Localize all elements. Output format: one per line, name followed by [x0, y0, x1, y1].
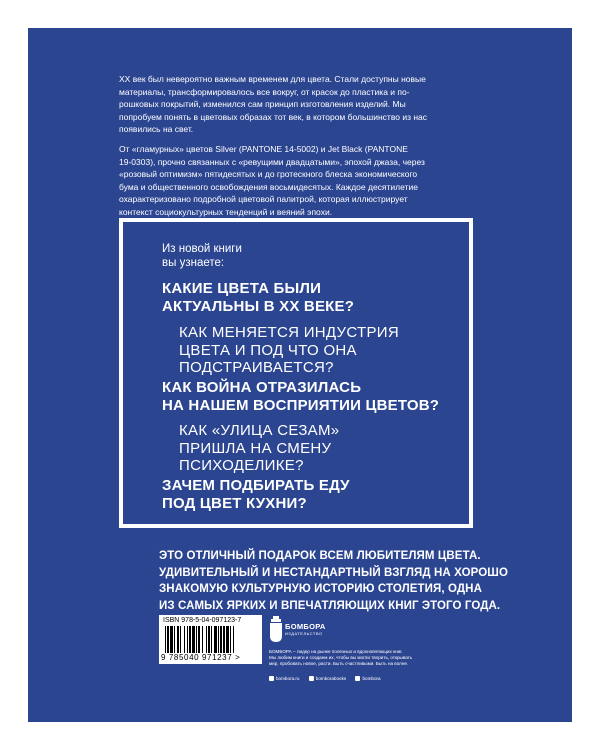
box-lead: [162, 242, 242, 270]
social-link[interactable]: bombora.ru: [276, 676, 300, 681]
question-line: ПСИХОДЕЛИКЕ?: [179, 457, 304, 474]
isbn-barcode: [159, 615, 262, 664]
publisher-desc-line: БОМБОРА – лидер на рынке полезных и вдохновляющих книг.: [269, 649, 403, 654]
bomb-logo-icon: [269, 616, 283, 642]
question-line: ЦВЕТА И ПОД ЧТО ОНА: [179, 341, 357, 359]
barcode-bars: [165, 626, 257, 653]
intro-line: 19-0303), прочно связанных с «ревущими двадцатыми», эпохой джаза, через: [119, 156, 425, 167]
gift-line: ЭТО ОТЛИЧНЫЙ ПОДАРОК ВСЕМ ЛЮБИТЕЛЯМ ЦВЕТА.: [159, 550, 481, 562]
intro-text: [119, 73, 477, 226]
publisher-name: БОМБОРА: [285, 622, 326, 631]
box-lead-line: вы узнаете:: [162, 257, 225, 269]
intro-line: попробуем понять в цветовых образах тот век, в котором большинство из нас: [119, 111, 428, 122]
questions-box: [119, 218, 473, 528]
question-3: [162, 379, 439, 415]
publisher-socials: [269, 676, 381, 681]
question-4: [179, 422, 339, 475]
question-line: ПРИШЛА НА СМЕНУ: [179, 439, 332, 457]
book-back-cover: [28, 28, 572, 722]
website-icon: [269, 676, 274, 681]
intro-line: XX век был невероятно важным временем для цвета. Стали доступны новые: [119, 74, 426, 84]
question-line: ПОДСТРАИВАЕТСЯ?: [179, 359, 334, 376]
intro-line: «розовый оптимизм» пятидесятых и до гротескного блеска экономического: [119, 169, 418, 180]
intro-line: материалы, трансформировалось все вокруг, от красок до пластика и по-: [119, 86, 410, 97]
publisher-logo: [269, 616, 329, 646]
intro-line: контекст социокультурных тенденций и веяний эпохи.: [119, 206, 333, 217]
question-line: АКТУАЛЬНЫ В XX ВЕКЕ?: [162, 298, 355, 315]
isbn-number: ISBN 978-5-04-097123-7: [163, 617, 242, 624]
intro-line: охарактеризовано подробной цветовой палитрой, которая иллюстрирует: [119, 194, 408, 205]
publisher-description: [269, 649, 439, 667]
publisher-desc-line: мир, пробовать новое, расти. Быть счастливыми. Быть на волне.: [269, 661, 409, 666]
question-line: КАК «УЛИЦА СЕЗАМ»: [179, 422, 340, 439]
question-5: [162, 477, 350, 513]
social-icon: [309, 676, 314, 681]
social-link[interactable]: bombora: [362, 676, 381, 681]
question-line: КАК МЕНЯЕТСЯ ИНДУСТРИЯ: [179, 324, 399, 341]
intro-line: От «гламурных» цветов Silver (PANTONE 14-5002) и Jet Black (PANTONE: [119, 143, 408, 154]
social-icon: [355, 676, 360, 681]
intro-paragraph-2: [119, 143, 477, 219]
question-line: КАКИЕ ЦВЕТА БЫЛИ: [162, 280, 322, 297]
question-2: [179, 324, 399, 377]
intro-line: рошковых покрытий, изменился сам принцип изготовления изделий. Мы: [119, 99, 406, 110]
social-link[interactable]: bomborabooks: [315, 676, 347, 681]
question-line: КАК ВОЙНА ОТРАЗИЛАСЬ: [162, 379, 362, 396]
question-line: ПОД ЦВЕТ КУХНИ?: [162, 495, 307, 512]
barcode-digits: 9 785040 971237 >: [161, 653, 241, 662]
gift-blurb: [159, 548, 508, 614]
box-lead-line: Из новой книги: [162, 243, 242, 255]
question-line: ЗАЧЕМ ПОДБИРАТЬ ЕДУ: [162, 477, 350, 494]
gift-line: ЗНАКОМУЮ КУЛЬТУРНУЮ ИСТОРИЮ СТОЛЕТИЯ, ОДНА: [159, 583, 482, 595]
gift-line: УДИВИТЕЛЬНЫЙ И НЕСТАНДАРТНЫЙ ВЗГЛЯД НА ХОРОШО: [159, 566, 508, 579]
intro-paragraph-1: [119, 73, 477, 136]
publisher-desc-line: Мы любим книги и создаем их, чтобы вы могли творить, открывать: [269, 655, 413, 660]
intro-line: появились на свет.: [119, 124, 194, 135]
publisher-subtitle: ИЗДАТЕЛЬСТВО: [285, 631, 323, 636]
gift-line: ИЗ САМЫХ ЯРКИХ И ВПЕЧАТЛЯЮЩИХ КНИГ ЭТОГО ГОДА.: [159, 599, 501, 612]
intro-line: бума и общественного освобождения восьмидесятых. Каждое десятилетие: [119, 181, 418, 192]
question-1: [162, 280, 354, 316]
question-line: НА НАШЕМ ВОСПРИЯТИИ ЦВЕТОВ?: [162, 397, 440, 414]
